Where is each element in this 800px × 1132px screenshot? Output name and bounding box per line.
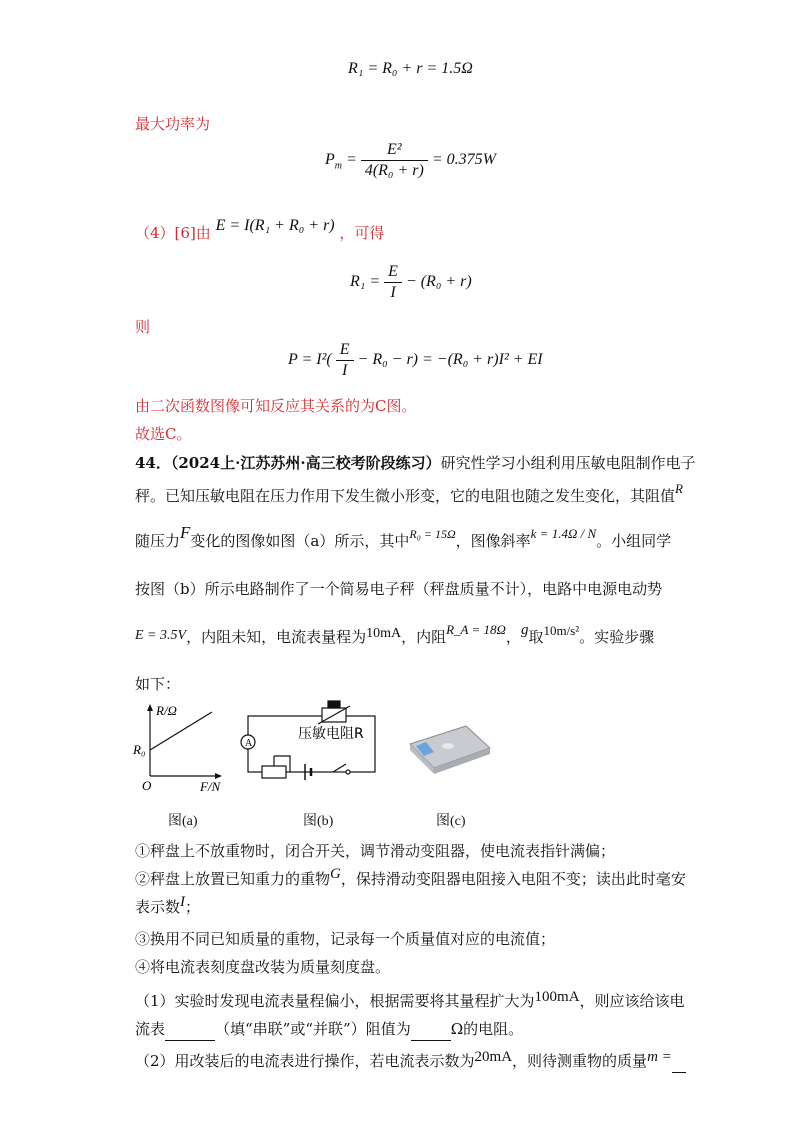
q1-d: （填“串联”或“并联”）阻值为 [215,1020,411,1038]
question-source: （2024上·江苏苏州·高三校考阶段练习） [170,454,441,472]
eq4-denominator: I [341,362,348,379]
equation-max-power: $P_m$ = $\frac{\text{E²}}{\text{4(R₀ + r)}}$ = 0.375W [325,141,496,179]
question-part2 [135,1050,686,1073]
equation-r1-solved [350,262,472,303]
q-line3-b: 变化的图像如图（a）所示，其中 [190,532,410,550]
then-label: 则 [135,318,151,336]
eq3-fraction [384,262,402,303]
part4-equation: E = I(R₁ + R₀ + r) [215,217,335,234]
eq3-lhs: R₁ = [350,273,381,291]
question-line2-text: 秤。已知压敏电阻在压力作用下发生微小形变，它的电阻也随之发生变化，其阻值 [135,487,676,505]
step2-d: ； [185,898,201,916]
step-2 [135,868,686,891]
answer-text: 故选C。 [135,425,192,443]
max-power-label: 最大功率为 [135,115,211,133]
eq2-lhs-sub: m [334,160,343,172]
var-mass: m = [647,1049,672,1065]
step-2-cont [135,896,200,919]
figure-a-graph [132,703,222,794]
eq2-fraction [361,140,428,181]
q-line3-c: ，图像斜率 [455,532,531,550]
step-1: ①秤盘上不放重物时，闭合开关，调节滑动变阻器，使电流表指针满偏； [135,842,616,860]
q-line5-e: 。实验步骤 [579,628,655,646]
graph-xlabel: F/N [200,779,221,794]
question-line-4: 按图（b）所示电路制作了一个简易电子秤（秤盘质量不计），电路中电源电动势 [135,580,663,598]
eq2-numerator: E² [361,140,428,161]
eq3-rhs: − (R₀ + r) [405,273,472,291]
figure-b-caption: 图(b) [303,814,334,829]
q-line3-a: 随压力 [135,532,181,550]
eq-emf: E = 3.5V [135,628,187,643]
answer-blank-mass[interactable] [672,1050,686,1073]
eq4-numerator: E [336,340,354,361]
eq-ra: R_A = 18Ω [446,622,506,637]
q-line5-d: 取 [528,628,544,646]
pressure-resistor-label: 压敏电阻R [298,726,364,742]
eq-slope: k = 1.4Ω / N [530,526,597,541]
q1-a: （1）实验时发现电流表量程偏小，根据需要将其量程扩大为 [135,992,535,1010]
question-line1-text: 研究性学习小组利用压敏电阻制作电子 [440,454,696,472]
eq3-numerator: E [384,262,402,283]
eq-g: 10m/s² [543,623,580,638]
step2-b: ，保持滑动变阻器电阻接入电阻不变；读出此时毫安 [340,870,686,888]
q1-c: 流表 [135,1020,166,1038]
equation-r1: R₁ = R₀ + r = 1.5Ω [348,60,473,77]
var-current-i: I [180,894,186,910]
graph-origin: O [142,778,152,793]
eq2-rhs: = 0.375W [431,151,496,169]
question-line-2 [135,481,683,508]
question-line-1 [135,452,696,474]
q-line5-a: ，内阻未知，电流表量程为 [186,628,367,646]
switch-contact [346,770,350,774]
ammeter-label: A [245,738,253,749]
figure-c-caption: 图(c) [436,814,466,829]
graph-intercept: R₀ [133,742,146,757]
var-weight-g: G [330,866,341,882]
eq2-denominator: 4(R₀ + r) [364,162,424,179]
var-r: R [675,481,683,496]
step2-c: 表示数 [135,898,181,916]
part4-line [135,217,385,243]
question-line-6: 如下： [135,675,181,693]
part4-suffix: ，可得 [339,224,385,242]
eq-range: 10mA [366,626,402,641]
switch-arm [333,764,346,772]
equation-power [288,340,543,381]
answer-blank-resistance[interactable] [411,1018,451,1041]
figures [130,700,510,810]
var-g: g [520,622,529,638]
rheostat [262,766,286,778]
step-3: ③换用不同已知质量的重物，记录每一个质量值对应的电流值； [135,930,556,948]
eq4-rhs: − R₀ − r) = −(R₀ + r)I² + EI [357,351,543,369]
q2-a: （2）用改装后的电流表进行操作，若电流表示数为 [135,1052,475,1070]
step2-a: ②秤盘上放置已知重力的重物 [135,870,331,888]
figure-c-scale-image [410,726,490,774]
q1-e: Ω的电阻。 [450,1020,524,1038]
circuit-loop [248,716,375,772]
q-line3-d: 。小组同学 [596,532,672,550]
eq2-lhs: P [325,151,335,169]
part4-prefix: （4）[6]由 [135,224,211,242]
question-part1-cont [135,1018,523,1041]
step-4: ④将电流表刻度盘改装为质量刻度盘。 [135,958,391,976]
figure-a-caption: 图(a) [168,814,198,829]
question-part1 [135,990,685,1013]
q2-eq: 20mA [474,1049,513,1065]
q1-eq: 100mA [534,989,580,1005]
graph-ylabel: R/Ω [156,703,177,718]
question-line-3 [135,523,672,553]
question-number: 44． [135,454,171,472]
eq4-lhs: P = I²( [288,351,332,369]
var-f: F [180,523,191,542]
q1-b: ，则应该给该电 [579,992,685,1010]
q2-b: ，则待测重物的质量 [512,1052,648,1070]
y-axis-arrow [147,704,153,711]
answer-blank-connection[interactable] [165,1018,215,1041]
eq3-denominator: I [390,284,396,301]
resistor-weight [328,701,340,708]
eq-r0: R₀ = 15Ω [409,527,456,541]
eq4-fraction [336,340,354,381]
question-line-5 [135,622,655,650]
conclusion-text: 由二次函数图像可知反应其关系的为C图。 [135,397,417,415]
q-line5-c: ， [505,628,521,646]
q-line5-b: ，内阻 [401,628,447,646]
